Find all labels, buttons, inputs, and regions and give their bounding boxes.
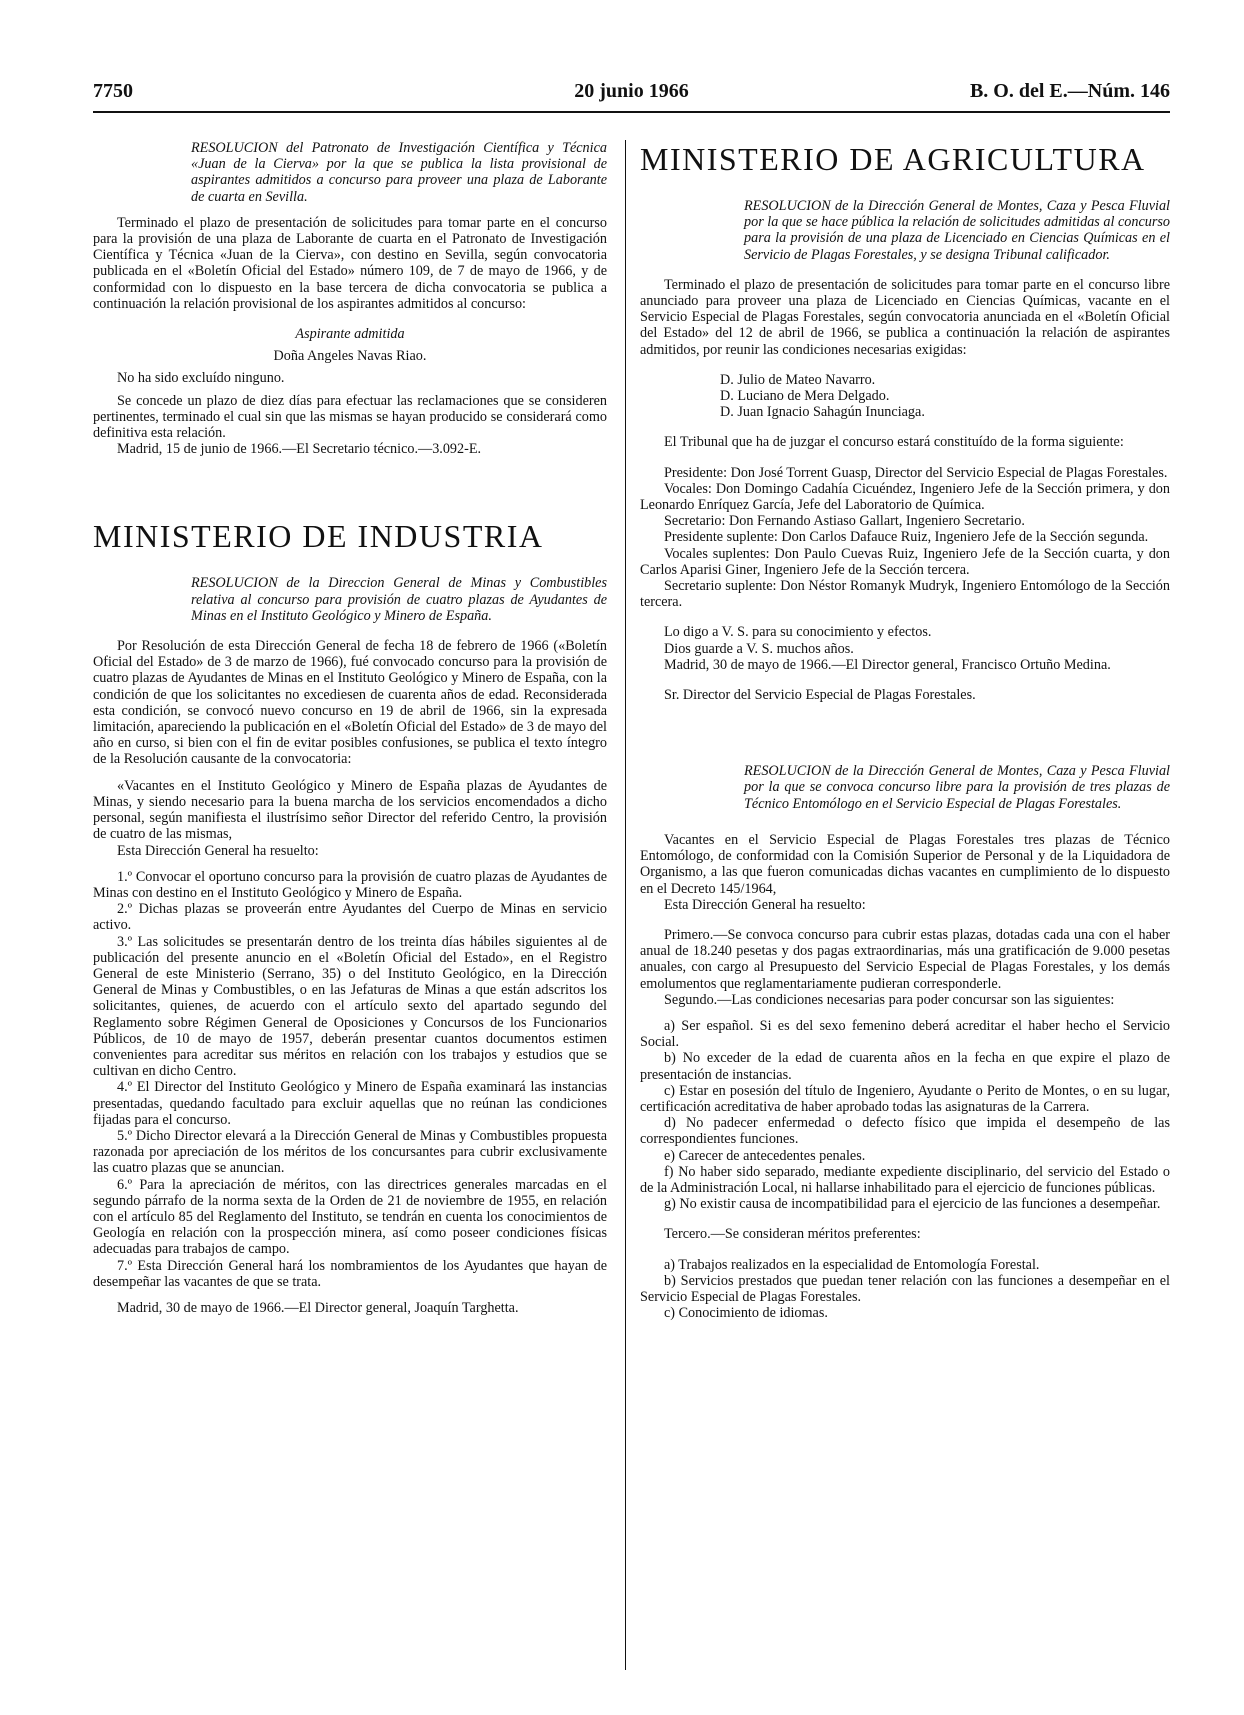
paragraph: Terminado el plazo de presentación de solicitudes para tomar parte en el concurso para la provisión de una plaza de Laborante de cuarta en el Patronato de Investigación Científica y Técnica «Juan de la Cierva», con destino en Sevilla, según convocatoria publicada en el «Boletín Oficial del Estado» número 109, de 7 de mayo de 1966, y de conformidad con lo dispuesto en la base tercera de dicha convocatoria se publica a continuación la relación provisional de los aspirantes admitidos al concurso: — [93, 214, 607, 312]
tribunal-member: Secretario suplente: Don Néstor Romanyk Mudryk, Ingeniero Entomólogo de la Sección tercera. — [640, 578, 1170, 611]
merit-item: b) Servicios prestados que puedan tener relación con las funciones a desempeñar en el Servicio Especial de Plagas Forestales. — [640, 1272, 1170, 1305]
paragraph: Esta Dirección General ha resuelto: — [117, 842, 319, 859]
paragraph: Vacantes en el Servicio Especial de Plagas Forestales tres plazas de Técnico Entomólogo, de conformidad con la Comisión Superior de Personal y de la Liquidadora de Organismo, a las que fueron comunicadas dichas vacantes en cumplimiento de lo dispuesto en el Decreto 145/1964, — [640, 831, 1170, 897]
candidate-name: D. Julio de Mateo Navarro. — [720, 371, 876, 388]
paragraph: El Tribunal que ha de juzgar el concurso estará constituído de la forma siguiente: — [664, 434, 1124, 451]
issue-number: B. O. del E.—Núm. 146 — [969, 80, 1170, 102]
left-column — [93, 140, 607, 1316]
candidate-name: D. Luciano de Mera Delgado. — [720, 388, 890, 405]
signature: Madrid, 15 de junio de 1966.—El Secretario técnico.—3.092-E. — [117, 441, 482, 458]
tribunal-member: Vocales: Don Domingo Cadahía Cicuéndez, Ingeniero Jefe de la Sección primera, y don Leonardo Enríquez García, Jefe del Laboratorio de Química. — [640, 480, 1170, 514]
addressee: Sr. Director del Servicio Especial de Plagas Forestales. — [664, 687, 976, 704]
resolution-summary: RESOLUCION de la Direccion General de Minas y Combustibles relativa al concurso para provisión de cuatro plazas de Ayudantes de Minas en el Instituto Geológico y Minero de España. — [191, 575, 607, 624]
list-item: 7.º Esta Dirección General hará los nombramientos de los Ayudantes que hayan de desempeñar las vacantes de que se trata. — [93, 1257, 607, 1290]
list-item: 4.º El Director del Instituto Geológico y Minero de España examinará las instancias presentadas, quedando facultado para excluir aquellas que no reúnan las condiciones fijadas para el concurso. — [93, 1079, 607, 1128]
list-item: 2.º Dichas plazas se proveerán entre Ayudantes del Cuerpo de Minas en servicio activo. — [93, 901, 607, 934]
condition-item: c) Estar en posesión del título de Ingeniero, Ayudante o Perito de Montes, o en su lugar, certificación acreditativa de haber aprobado todas las asignaturas de la Carrera. — [640, 1082, 1170, 1115]
condition-item: d) No padecer enfermedad o defecto físico que impida el desempeño de las correspondientes funciones. — [640, 1115, 1170, 1148]
list-item: 6.º Para la apreciación de méritos, con las directrices generales marcadas en el segundo párrafo de la norma sexta de la Orden de 21 de noviembre de 1955, en relación con el artículo 85 del Reglamento del Instituto, se tendrán en cuenta los conocimientos de Geología en relación con la prospección minera, así como poseer condiciones físicas adecuadas para trabajos de campo. — [93, 1176, 607, 1258]
tribunal-member: Presidente suplente: Don Carlos Dafauce Ruiz, Ingeniero Jefe de la Sección segunda. — [664, 529, 1149, 546]
closing-line: Dios guarde a V. S. muchos años. — [664, 640, 854, 657]
resolution-summary: RESOLUCION del Patronato de Investigación Científica y Técnica «Juan de la Cierva» por la que se publica la lista provisional de aspirantes admitidos a concurso para proveer una plaza de Laborante de cuarta en Sevilla. — [191, 140, 607, 205]
candidate-list — [640, 372, 1170, 421]
column-divider — [625, 140, 626, 1670]
page-number: 7750 — [93, 80, 133, 102]
issue-date: 20 junio 1966 — [574, 80, 689, 102]
resolution-summary: RESOLUCION de la Dirección General de Montes, Caza y Pesca Fluvial por la que se convoca concurso libre para la provisión de tres plazas de Técnico Entomólogo en el Servicio Especial de Plagas Forestales. — [744, 763, 1170, 812]
page-header — [93, 80, 1170, 110]
tribunal-member: Presidente: Don José Torrent Guasp, Director del Servicio Especial de Plagas Forestales. — [664, 464, 1168, 481]
paragraph: Se concede un plazo de diez días para efectuar las reclamaciones que se consideren pertinentes, terminado el cual sin que las mismas se hayan producido se considerará como definitiva esta relación. — [93, 392, 607, 442]
candidate-name: Doña Angeles Navas Riao. — [273, 348, 427, 365]
condition-item: a) Ser español. Si es del sexo femenino deberá acreditar el haber hecho el Servicio Social. — [640, 1017, 1170, 1051]
paragraph: Por Resolución de esta Dirección General de fecha 18 de febrero de 1966 («Boletín Oficial del Estado» de 3 de marzo de 1966), fué convocado concurso para la provisión de cuatro plazas de Ayudantes de Minas en el Instituto Geológico y Minero de España, con la condición de que los solicitantes no excediesen de cuarenta años de edad. Reconsiderada esta condición, se convocó nuevo concurso en 19 de abril de 1966, sin la expresada limitación, apareciendo la publicación en el «Boletín Oficial del Estado» de 3 de mayo del año en curso, si bien con el fin de evitar posibles confusiones, se publica el texto íntegro de la Resolución causante de la convocatoria: — [93, 638, 607, 768]
condition-item: e) Carecer de antecedentes penales. — [664, 1147, 866, 1164]
tribunal-member: Vocales suplentes: Don Paulo Cuevas Ruiz, Ingeniero Jefe de la Sección cuarta, y don Carlos Aparisi Giner, Ingeniero Jefe de la Sección tercera. — [640, 545, 1170, 578]
right-column — [640, 140, 1170, 1321]
header-rule — [93, 111, 1170, 113]
paragraph: «Vacantes en el Instituto Geológico y Minero de España plazas de Ayudantes de Minas, y siendo necesario para la buena marcha de los servicios encomendados a dicho personal, según manifiesta el ilustrísimo señor Director del referido Centro, la provisión de cuatro de las mismas, — [93, 777, 607, 843]
condition-item: g) No existir causa de incompatibilidad para el ejercicio de las funciones a desempeñar. — [664, 1196, 1161, 1213]
candidate-name: D. Juan Ignacio Sahagún Inunciaga. — [720, 404, 925, 421]
paragraph: Segundo.—Las condiciones necesarias para poder concursar son las siguientes: — [664, 991, 1115, 1008]
merit-item: c) Conocimiento de idiomas. — [664, 1305, 828, 1322]
paragraph: Terminado el plazo de presentación de solicitudes para tomar parte en el concurso libre anunciado para proveer una plaza de Licenciado en Ciencias Químicas, vacante en el Servicio Especial de Plagas Forestales, según convocatoria anunciada en el «Boletín Oficial del Estado» del 12 de abril de 1966, se publica a continuación la relación de aspirantes admitidos, por reunir las condiciones necesarias exigidas: — [640, 276, 1170, 358]
merit-item: a) Trabajos realizados en la especialidad de Entomología Forestal. — [664, 1256, 1040, 1273]
paragraph: Esta Dirección General ha resuelto: — [664, 896, 866, 913]
ministry-heading: MINISTERIO DE AGRICULTURA — [640, 141, 1146, 177]
section-heading: Aspirante admitida — [295, 326, 405, 343]
paragraph: Tercero.—Se consideran méritos preferentes: — [664, 1226, 921, 1243]
condition-item: f) No haber sido separado, mediante expediente disciplinario, del servicio del Estado o de la Administración Local, ni hallarse inhabilitado para el ejercicio de funciones públicas. — [640, 1163, 1170, 1196]
tribunal-member: Secretario: Don Fernando Astiaso Gallart, Ingeniero Secretario. — [664, 513, 1025, 530]
paragraph: No ha sido excluído ninguno. — [117, 370, 285, 387]
resolution-summary: RESOLUCION de la Dirección General de Montes, Caza y Pesca Fluvial por la que se hace pública la relación de solicitudes admitidas al concurso para la provisión de una plaza de Licenciado en Ciencias Químicas en el Servicio de Plagas Forestales, y se designa Tribunal calificador. — [744, 198, 1170, 263]
closing-line: Lo digo a V. S. para su conocimiento y efectos. — [664, 624, 932, 641]
list-item: 1.º Convocar el oportuno concurso para la provisión de cuatro plazas de Ayudantes de Minas con destino en el Instituto Geológico y Minero de España. — [93, 868, 607, 901]
signature: Madrid, 30 de mayo de 1966.—El Director general, Francisco Ortuño Medina. — [664, 656, 1111, 673]
paragraph: Primero.—Se convoca concurso para cubrir estas plazas, dotadas cada una con el haber anual de 18.240 pesetas y dos pagas extraordinarias, más una gratificación de 9.000 pesetas anuales, con cargo al Presupuesto del Servicio Especial de Plagas Forestales, y los demás emolumentos que reglamentariamente pudieran corresponderle. — [640, 926, 1170, 992]
list-item: 5.º Dicho Director elevará a la Dirección General de Minas y Combustibles propuesta razonada por apreciación de los méritos de los concursantes para cubrir exclusivamente las cuatro plazas que se anuncian. — [93, 1127, 607, 1177]
condition-item: b) No exceder de la edad de cuarenta años en la fecha en que expire el plazo de presentación de instancias. — [640, 1050, 1170, 1083]
list-item: 3.º Las solicitudes se presentarán dentro de los treinta días hábiles siguientes al de publicación del presente anuncio en el «Boletín Oficial del Estado», en el Registro General de este Ministerio (Serrano, 35) o del Instituto Geológico, en la Dirección General de Minas y Combustibles, o en las Jefaturas de Minas a que están adscritos los solicitantes, quienes, de acuerdo con el artículo sexto del apartado segundo del Reglamento sobre Régimen General de Oposiciones y Concursos de los Funcionarios Públicos, de 10 de mayo de 1957, deberán presentar cuantos documentos estimen convenientes para acreditar sus méritos en relación con los trabajos y estudios que se cultivan en dicho Centro. — [93, 933, 607, 1080]
ministry-heading: MINISTERIO DE INDUSTRIA — [93, 518, 544, 555]
signature: Madrid, 30 de mayo de 1966.—El Director general, Joaquín Targhetta. — [117, 1299, 519, 1316]
